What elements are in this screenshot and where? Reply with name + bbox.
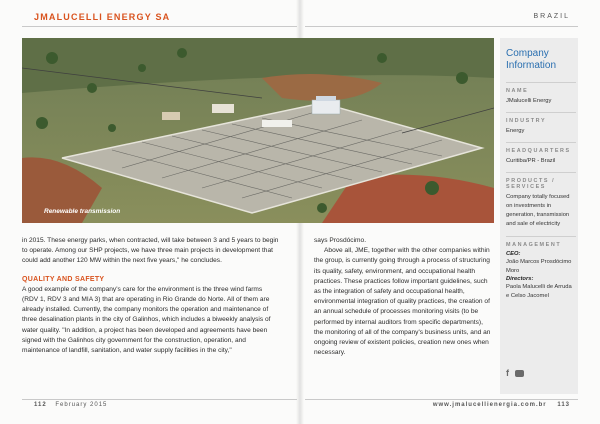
management-label: MANAGEMENT bbox=[506, 242, 562, 248]
management-block bbox=[506, 242, 576, 301]
directors-value: Paola Malucelli de Arruda e Celso Jacomel bbox=[506, 284, 572, 299]
header-rule-left bbox=[22, 26, 297, 27]
company-info-sidebar bbox=[500, 38, 578, 394]
right-footer bbox=[433, 402, 570, 408]
industry-block bbox=[506, 118, 576, 136]
left-paragraph-1: in 2015. These energy parks, when contracted, will take between 3 and 5 years to begin to operate. Among our SHP projects, we have three main projects in development that could add another 120 MW within the next five years," he concludes. bbox=[22, 237, 279, 265]
issue-date: February 2015 bbox=[55, 402, 108, 408]
industry-value: Energy bbox=[506, 128, 525, 134]
footer-rule-right bbox=[305, 399, 578, 400]
mid-paragraph-2: Above all, JME, together with the other companies within the group, is currently going through a process of structuring its quality, safety, environment, and occupational health practices. These practices follow important guidelines, such as the integration of safety and occupational health, environmental integration of quality practices, the creation of an annual schedule of processes monitoring visits (to be performed by internal auditors from specific departments), the monitoring of all of the company's business units, and an ongoing review of existent policies, creation new ones when necessary. bbox=[314, 247, 491, 357]
sidebar-divider bbox=[506, 112, 576, 113]
sidebar-divider bbox=[506, 172, 576, 173]
sidebar-divider bbox=[506, 82, 576, 83]
name-value: JMalucelli Energy bbox=[506, 98, 552, 104]
headquarters-label: HEADQUARTERS bbox=[506, 148, 571, 154]
right-page-number: 113 bbox=[557, 402, 570, 408]
headquarters-block bbox=[506, 148, 576, 166]
ceo-label: CEO: bbox=[506, 251, 521, 257]
services-label: SERVICES bbox=[506, 184, 546, 190]
left-text-column bbox=[22, 236, 280, 356]
left-footer bbox=[34, 402, 107, 408]
substation-aerial-photo bbox=[22, 38, 494, 223]
sidebar-title-line1: Company bbox=[506, 48, 549, 59]
facebook-icon[interactable]: f bbox=[506, 368, 509, 378]
website-url[interactable]: www.jmalucellienergia.com.br bbox=[432, 402, 547, 408]
sidebar-title bbox=[506, 48, 556, 72]
products-label: PRODUCTS / bbox=[506, 178, 556, 184]
social-icons bbox=[506, 368, 524, 378]
ceo-value: João Marcos Prosdócimo Moro bbox=[506, 259, 572, 274]
section-heading: QUALITY AND SAFETY bbox=[22, 275, 105, 283]
middle-text-column bbox=[314, 236, 492, 358]
sidebar-title-line2: Information bbox=[506, 60, 557, 71]
headquarters-value: Curitiba/PR - Brazil bbox=[506, 158, 556, 164]
directors-label: Directors: bbox=[506, 276, 534, 282]
country-header: BRAZIL bbox=[533, 13, 570, 20]
footer-rule-left bbox=[22, 399, 297, 400]
left-page-number: 112 bbox=[34, 402, 47, 408]
sidebar-divider bbox=[506, 142, 576, 143]
name-label: NAME bbox=[506, 88, 529, 94]
header-rule-right bbox=[305, 26, 578, 27]
mid-paragraph-1: says Prosdócimo. bbox=[314, 237, 367, 244]
youtube-icon[interactable] bbox=[515, 370, 524, 377]
products-services-block bbox=[506, 178, 576, 229]
left-paragraph-2: A good example of the company's care for the environment is the three wind farms (RDV 1, RDV 3 and MIA 3) that are operating in Rio Grande do Norte. All of them are already installed. Currently, the company monitors the operation and maintenance of three desalination plants in the city of Galinhos, which includes a biweekly analysis of water quality. "In addition, a project has been developed and agreements have been signed with the Galinhos city government for the construction, operation, and maintenance of landfill, sanitation, and water supply facilities in the city," bbox=[22, 285, 271, 355]
products-services-value: Company totally focused on investments in generation, transmission and sale of electricity bbox=[506, 194, 570, 227]
substation-illustration bbox=[22, 38, 494, 223]
name-block bbox=[506, 88, 576, 106]
brand-header: JMALUCELLI ENERGY SA bbox=[34, 12, 171, 22]
sidebar-divider bbox=[506, 236, 576, 237]
photo-caption: Renewable transmission bbox=[44, 208, 121, 215]
industry-label: INDUSTRY bbox=[506, 118, 547, 124]
